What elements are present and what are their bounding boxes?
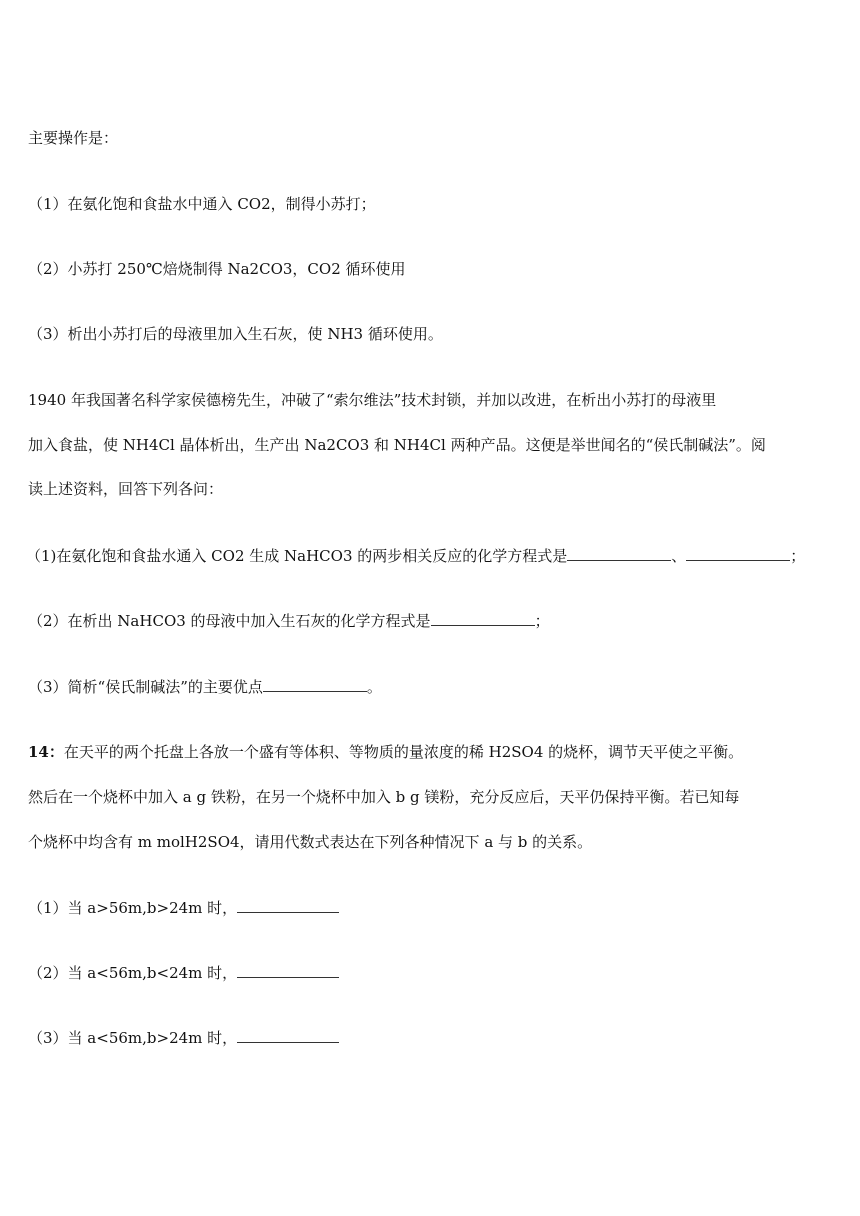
paragraph-line-3: 读上述资料，回答下列各问： [28,480,224,498]
paragraph-line-1: 1940 年我国著名科学家侯德榜先生，冲破了“索尔维法”技术封锁，并加以改进，在析出小苏打的母液里 [28,391,717,409]
separator: 、 [671,547,687,565]
question-3-text: （3）简析“侯氏制碱法”的主要优点 [28,678,263,696]
question-1 [26,546,834,566]
answer-blank [237,1028,339,1043]
question-2 [28,611,834,631]
case-3-text: （3）当 a<56m,b>24m 时， [28,1029,238,1047]
case-3 [28,1028,834,1048]
question-end: 。 [366,678,382,696]
question-3 [28,677,834,697]
problem-14-line-1 [28,742,834,762]
paragraph-line-2: 加入食盐，使 NH4Cl 晶体析出，生产出 Na2CO3 和 NH4Cl 两种产品。这便是举世闻名的“侯氏制碱法”。阅 [28,436,766,454]
case-1-text: （1）当 a>56m,b>24m 时， [28,899,238,917]
question-2-text: （2）在析出 NaHCO3 的母液中加入生石灰的化学方程式是 [28,612,431,630]
problem-number: 14： [28,743,64,761]
case-1 [28,898,834,918]
case-2-text: （2）当 a<56m,b<24m 时， [28,964,238,982]
step-2: （2）小苏打 250℃焙烧制得 Na2CO3，CO2 循环使用 [28,260,406,278]
answer-blank [567,546,671,561]
question-end: ； [534,612,550,630]
answer-blank [431,611,535,626]
intro-heading: 主要操作是： [28,129,119,147]
step-1: （1）在氨化饱和食盐水中通入 CO2，制得小苏打； [28,195,376,213]
answer-blank [237,963,339,978]
answer-blank [686,546,790,561]
problem-14-line-2: 然后在一个烧杯中加入 a g 铁粉，在另一个烧杯中加入 b g 镁粉，充分反应后，天平仍保持平衡。若已知每 [28,788,740,806]
step-3: （3）析出小苏打后的母液里加入生石灰，使 NH3 循环使用。 [28,325,443,343]
answer-blank [263,677,367,692]
question-end: ； [790,547,806,565]
problem-14-line-3: 个烧杯中均含有 m molH2SO4，请用代数式表达在下列各种情况下 a 与 b 的关系。 [28,833,593,851]
answer-blank [237,898,339,913]
problem-text: 在天平的两个托盘上各放一个盛有等体积、等物质的量浓度的稀 H2SO4 的烧杯，调节天平使之平衡。 [63,743,744,761]
question-1-text: （1)在氨化饱和食盐水通入 CO2 生成 NaHCO3 的两步相关反应的化学方程式是 [26,547,568,565]
case-2 [28,963,834,983]
